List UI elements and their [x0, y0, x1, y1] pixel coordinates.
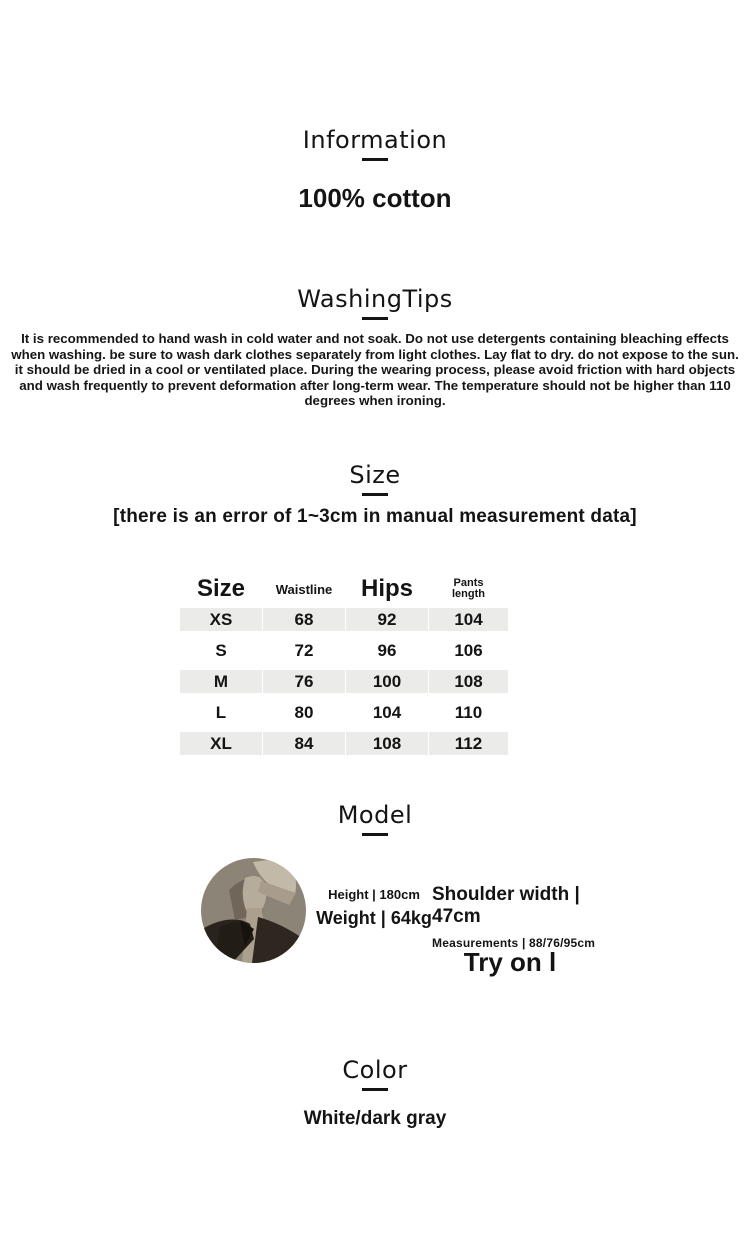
size-title: Size: [349, 461, 401, 489]
size-table-body: [180, 608, 508, 755]
cell-pants-length: 108: [429, 670, 508, 693]
color-value-text: White/dark gray: [303, 1108, 447, 1129]
cell-pants-length: 112: [429, 732, 508, 755]
cell-waistline: 84: [263, 732, 345, 755]
information-section-header: [0, 127, 750, 161]
column-header-pants-length: Pants length: [452, 576, 485, 600]
cell-pants-length: 106: [454, 641, 483, 660]
table-row-l: [180, 701, 508, 724]
model-underline: [362, 833, 388, 836]
cell-waistline: 72: [294, 641, 314, 660]
cell-size: L: [215, 703, 227, 722]
size-underline: [362, 493, 388, 496]
measurement-error-note: [there is an error of 1~3cm in manual measurement data]: [113, 506, 637, 527]
washing-instructions: It is recommended to hand wash in cold water and not soak. Do not use detergents containing bleaching effects when washing. be sure to wash dark clothes separately from light clothes. Lay flat to dry. do not expose to the sun. it should be dried in a cool or ventilated place. During the wearing process, please avoid friction with hard objects and wash frequently to prevent deformation after long-term wear. The temperature should not be higher than 110 degrees when ironing.: [11, 331, 739, 409]
model-title: Model: [337, 801, 413, 829]
washing-underline: [362, 317, 388, 320]
column-header-waistline: Waistline: [275, 581, 333, 597]
table-row-xl: [180, 732, 508, 755]
information-underline: [362, 158, 388, 161]
cell-hips: 92: [346, 608, 428, 631]
washing-title: WashingTips: [297, 285, 453, 313]
cell-hips: 96: [377, 641, 397, 660]
material-text: 100% cotton: [298, 183, 452, 213]
color-section-header: [0, 1057, 750, 1091]
try-on-text: Try on l: [463, 947, 557, 977]
column-header-size: Size: [196, 575, 246, 602]
table-row-s: [180, 639, 508, 662]
information-title: Information: [302, 126, 448, 154]
model-portrait-image: [201, 858, 306, 963]
model-section-header: [0, 802, 750, 836]
cell-waistline: 68: [263, 608, 345, 631]
column-header-hips: Hips: [360, 575, 413, 602]
model-shoulder-width: Shoulder width | 47cm: [432, 884, 580, 927]
washing-section-header: [0, 286, 750, 320]
cell-size: XS: [180, 608, 262, 631]
cell-hips: 108: [346, 732, 428, 755]
color-title: Color: [342, 1056, 408, 1084]
color-underline: [362, 1088, 388, 1091]
cell-pants-length: 104: [429, 608, 508, 631]
cell-waistline: 76: [263, 670, 345, 693]
model-weight: Weight | 64kg: [316, 908, 432, 928]
model-photo: [201, 858, 306, 963]
size-table-header: [180, 574, 508, 604]
cell-hips: 104: [372, 703, 402, 722]
cell-hips: 100: [346, 670, 428, 693]
model-measurements: Measurements | 88/76/95cm: [432, 936, 596, 950]
model-stats-right: [432, 884, 628, 950]
cell-size: M: [180, 670, 262, 693]
size-table: [180, 574, 508, 755]
model-height: Height | 180cm: [328, 887, 420, 902]
cell-size: XL: [180, 732, 262, 755]
cell-size: S: [215, 641, 227, 660]
cell-pants-length: 110: [454, 703, 483, 722]
cell-waistline: 80: [294, 703, 314, 722]
model-stats-left: [316, 887, 432, 929]
table-row-xs: [180, 608, 508, 631]
table-row-m: [180, 670, 508, 693]
size-section-header: [0, 462, 750, 496]
